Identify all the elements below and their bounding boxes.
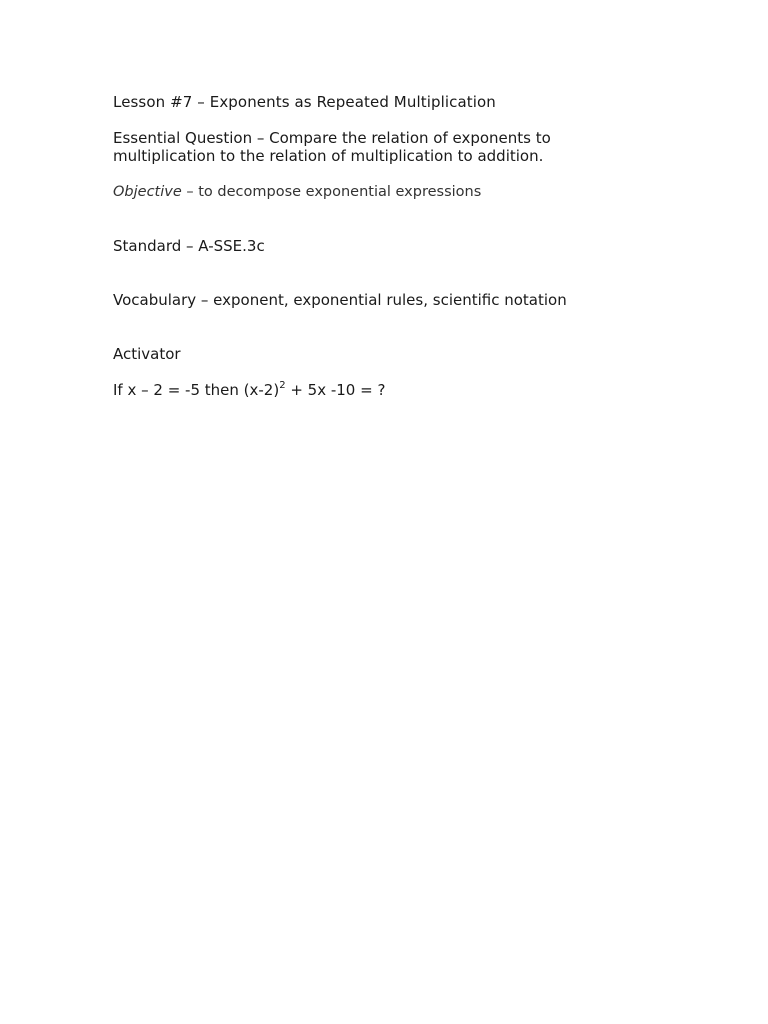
essential-question-line-1: Essential Question – Compare the relation of exponents to xyxy=(113,129,551,147)
objective-text: – to decompose exponential expressions xyxy=(181,184,482,200)
activator-problem xyxy=(113,381,673,399)
activator-heading: Activator xyxy=(113,345,181,363)
essential-question xyxy=(113,129,673,165)
essential-question-line-2: multiplication to the relation of multiplication to addition. xyxy=(113,147,544,165)
lesson-title: Lesson #7 – Exponents as Repeated Multiplication xyxy=(113,93,496,111)
standard: Standard – A-SSE.3c xyxy=(113,237,265,255)
vocabulary: Vocabulary – exponent, exponential rules, scientific notation xyxy=(113,291,567,309)
lesson-content xyxy=(113,93,673,399)
objective xyxy=(113,183,673,201)
problem-part-1: If x – 2 = -5 then (x-2) xyxy=(113,381,280,399)
objective-label: Objective xyxy=(113,184,182,200)
problem-part-2: + 5x -10 = ? xyxy=(285,381,386,399)
problem-exponent: 2 xyxy=(279,380,286,391)
